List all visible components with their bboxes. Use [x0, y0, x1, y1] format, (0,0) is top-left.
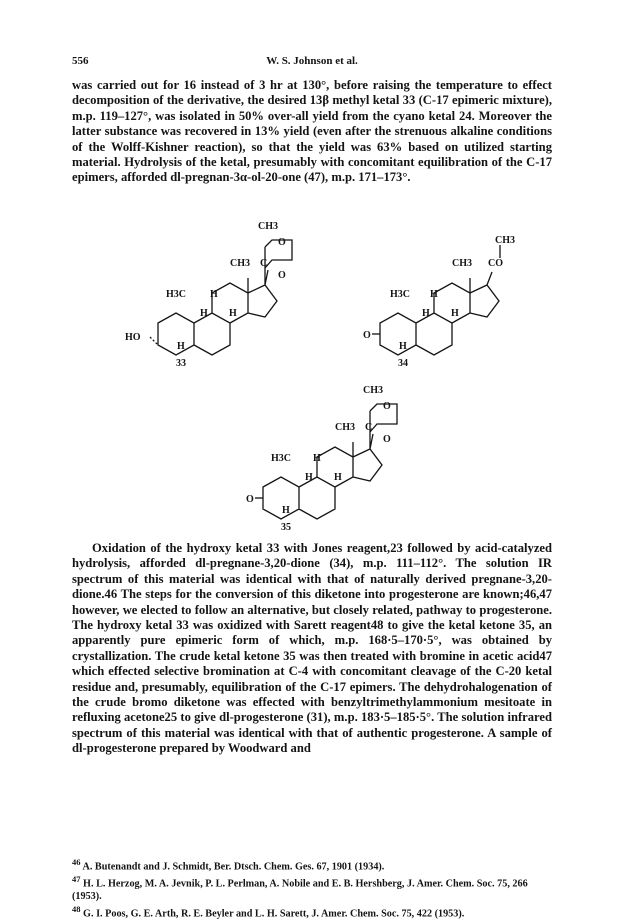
s33-h-d: H — [177, 341, 185, 352]
footnote-47-mark: 47 — [72, 874, 81, 885]
s33-h-c: H — [229, 308, 237, 319]
structure-33 — [125, 221, 292, 369]
s35-h-c: H — [334, 472, 342, 483]
s33-ch3-ring: CH3 — [230, 258, 250, 269]
s34-h-a: H — [430, 289, 438, 300]
s34-o: O — [363, 330, 371, 341]
s35-h-b: H — [305, 472, 313, 483]
s33-c: C — [260, 258, 268, 269]
s34-number: 34 — [398, 358, 408, 369]
s33-h-a: H — [210, 289, 218, 300]
s33-ch3-top: CH3 — [258, 221, 278, 232]
s35-number: 35 — [281, 522, 291, 533]
page-number: 556 — [72, 55, 89, 67]
s33-o2: O — [278, 270, 286, 281]
s34-h-c: H — [451, 308, 459, 319]
footnote-48 — [72, 903, 552, 920]
s35-o2: O — [383, 434, 391, 445]
footnote-46-text: A. Butenandt and J. Schmidt, Ber. Dtsch. Chem. Ges. 67, 1901 (1934). — [82, 861, 385, 873]
s35-c: C — [365, 422, 373, 433]
s35-h-d: H — [282, 505, 290, 516]
s35-ch3-top: CH3 — [363, 385, 383, 396]
footnote-48-text: G. I. Poos, G. E. Arth, R. E. Beyler and L. H. Sarett, J. Amer. Chem. Soc. 75, 422 (1953). — [83, 908, 465, 920]
paragraph-1: was carried out for 16 instead of 3 hr at 130°, before raising the temperature to effect decomposition of the derivative, the desired 13β methyl ketal 33 (C-17 epimeric mixture), m.p. 119–127°, was isolated in 50% over-all yield from the cyano ketal 24. Moreover the latter substance was recovered in 13% yield (even after the strenuous alkaline conditions of the Wolff-Kishner reaction), so that the yield was 63% based on utilized starting material. Hydrolysis of the ketal, presumably with concomitant equilibration of the C-17 epimers, afforded dl-pregnan-3α-ol-20-one (47), m.p. 171–173°. — [72, 78, 552, 185]
s35-ch3-ring: CH3 — [335, 422, 355, 433]
structure-34 — [363, 235, 515, 369]
structure-35 — [246, 385, 397, 533]
footnotes — [72, 856, 552, 920]
footnote-47-text: H. L. Herzog, M. A. Jevnik, P. L. Perlman, A. Nobile and E. B. Hershberg, J. Amer. Chem. Soc. 75, 266 (1953). — [72, 878, 528, 902]
s34-h3c: H3C — [390, 289, 410, 300]
s34-co: CO — [488, 258, 503, 269]
s35-o1: O — [383, 401, 391, 412]
s35-o: O — [246, 494, 254, 505]
s33-h3c: H3C — [166, 289, 186, 300]
footnote-47 — [72, 873, 552, 902]
s34-ch3-top: CH3 — [495, 235, 515, 246]
s34-ch3-ring: CH3 — [452, 258, 472, 269]
footnote-46 — [72, 856, 552, 873]
s33-o1: O — [278, 237, 286, 248]
s34-h-d: H — [399, 341, 407, 352]
s35-h3c: H3C — [271, 453, 291, 464]
s33-h-b: H — [200, 308, 208, 319]
structure-34-skeleton — [380, 245, 500, 355]
s33-ho: HO — [125, 332, 141, 343]
footnote-46-mark: 46 — [72, 857, 81, 867]
running-head: W. S. Johnson et al. — [266, 55, 358, 67]
footnote-48-mark: 48 — [72, 903, 81, 914]
s34-h-b: H — [422, 308, 430, 319]
s33-number: 33 — [176, 358, 186, 369]
s35-h-a: H — [313, 453, 321, 464]
paragraph-2: Oxidation of the hydroxy ketal 33 with Jones reagent,23 followed by acid-catalyzed hydrolysis, afforded dl-pregnane-3,20-dione (34), m.p. 111–112°. The solution IR spectrum of this material was identical with that of naturally derived pregnane-3,20-dione.46 The steps for the conversion of this diketone into progesterone are known;46,47 however, we elected to follow an alternative, but closely related, pathway to progesterone. The hydroxy ketal 33 was oxidized with Sarett reagent48 to give the ketal ketone 35, an apparently pure epimeric form of which, m.p. 168·5–170·5°, was obtained by crystallization. The crude ketal ketone 35 was then treated with bromine in acetic acid47 which effected selective bromination at C-4 with concomitant cleavage of the C-20 ketal residue and, presumably, equilibration of the C-17 epimers. The dehydrohalogenation of the crude bromo diketone was effected with benzyltrimethylammonium mesitoate in refluxing acetone25 to give dl-progesterone (31), m.p. 183·5–185·5°. The solution infrared spectrum of this material was identical with that of authentic progesterone. A sample of dl-progesterone prepared by Woodward and — [72, 541, 552, 756]
